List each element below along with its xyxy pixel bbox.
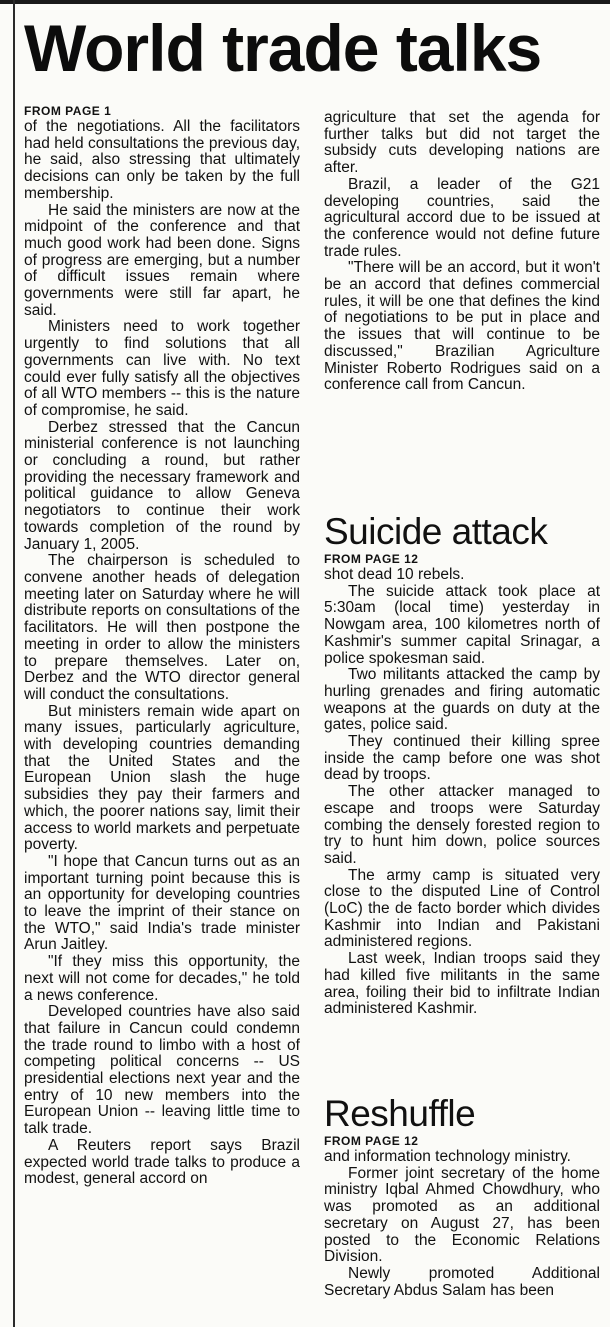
paragraph: agriculture that set the agenda for further talks but did not target the subsidy cuts developing nations are after. — [324, 109, 600, 177]
section-title: Suicide attack — [324, 511, 548, 552]
paragraph: The other attacker managed to escape and troops were Saturday combing the densely forested region to try to hunt him down, police sources said. — [324, 783, 600, 867]
paragraph: The chairperson is scheduled to convene another heads of delegation meeting later on Saturday where he will distribute reports on consultations of the facilitators. He will then postpone the meeting in order to allow the ministers to prepare themselves. Later on, Derbez and the WTO director general will conduct the consultations. — [24, 552, 300, 703]
paragraph: But ministers remain wide apart on many issues, particularly agriculture, with developing countries demanding that the United States and the European Union slash the huge subsidies they pay their farmers and which, the poorer nations say, limit their access to world markets and perpetuate poverty. — [24, 702, 300, 854]
paragraph: Brazil, a leader of the G21 developing countries, said the agricultural accord due to be issued at the conference would not define future trade rules. — [324, 175, 600, 260]
paragraph: Ministers need to work together urgently to find solutions that all governments can live with. No text could ever fully satisfy all the objectives of all WTO members -- this is the nature of compromise, he said. — [24, 318, 300, 419]
headline: World trade talks — [24, 11, 542, 85]
paragraph: "There will be an accord, but it won't be an accord that defines commercial rules, it will be one that defines the kind of negotiations to be put in place and the issues that will continue to be discussed," Brazilian Agriculture Minister Roberto Rodrigues said on a conference call from Cancun. — [324, 259, 600, 394]
paragraph: The army camp is situated very close to the disputed Line of Control (LoC) the de facto border which divides Kashmir into Indian and Pakistani administered regions. — [324, 866, 600, 951]
paragraph: He said the ministers are now at the midpoint of the conference and that much good work had been done. Signs of progress are emerging, but a number of difficult issues remain where governments were still far apart, he said. — [24, 201, 300, 319]
from-page-label: FROM PAGE 1 — [24, 104, 112, 118]
paragraph: Derbez stressed that the Cancun ministerial conference is not launching or concluding a round, but rather providing the necessary framework and political guidance to allow Geneva negotiators to continue their work towards completion of the round by January 1, 2005. — [24, 418, 300, 553]
paragraph: They continued their killing spree inside the camp before one was shot dead by troops. — [324, 733, 600, 784]
paragraph: Former joint secretary of the home ministry Iqbal Ahmed Chowdhury, who was promoted as an additional secretary on August 27, has been posted to the Economic Relations Division. — [324, 1164, 600, 1266]
top-border-rule — [0, 0, 610, 4]
from-page-label: FROM PAGE 12 — [324, 552, 419, 566]
trade-left-column — [24, 104, 300, 1188]
reshuffle-article — [324, 1094, 600, 1299]
paragraph: Last week, Indian troops said they had killed five militants in the same area, foiling their bid to infiltrate Indian administered Kashmir. — [324, 950, 600, 1018]
paragraph: and information technology ministry. — [324, 1148, 571, 1165]
paragraph: of the negotiations. All the facilitators had held consultations the previous day, he said, also stressing that ultimately decisions can only be taken by the full membership. — [24, 118, 300, 202]
trade-right-column — [324, 110, 600, 394]
left-column-rule — [13, 0, 15, 1327]
paragraph: A Reuters report says Brazil expected world trade talks to produce a modest, general accord on — [24, 1136, 300, 1188]
paragraph: "I hope that Cancun turns out as an important turning point because this is an opportunity for developing countries to leave the imprint of their stance on the WTO," said India's trade minister Arun Jaitley. — [24, 852, 300, 954]
paragraph: "If they miss this opportunity, the next will not come for decades," he told a news conference. — [24, 953, 300, 1004]
paragraph: Developed countries have also said that failure in Cancun could condemn the trade round to limbo with a host of competing political concerns -- US presidential elections next year and the entry of 10 new members into the European Union -- leaving little time to talk trade. — [24, 1003, 300, 1138]
suicide-attack-article — [324, 512, 600, 1018]
section-title: Reshuffle — [324, 1093, 476, 1134]
paragraph: Two militants attacked the camp by hurling grenades and firing automatic weapons at the guards on duty at the gates, police said. — [324, 666, 600, 734]
paragraph: The suicide attack took place at 5:30am (local time) yesterday in Nowgam area, 100 kilometres north of Kashmir's summer capital Srinagar, a police spokesman said. — [324, 582, 600, 667]
paragraph: Newly promoted Additional Secretary Abdus Salam has been — [324, 1264, 600, 1299]
from-page-label: FROM PAGE 12 — [324, 1134, 419, 1148]
paragraph: shot dead 10 rebels. — [324, 566, 465, 583]
